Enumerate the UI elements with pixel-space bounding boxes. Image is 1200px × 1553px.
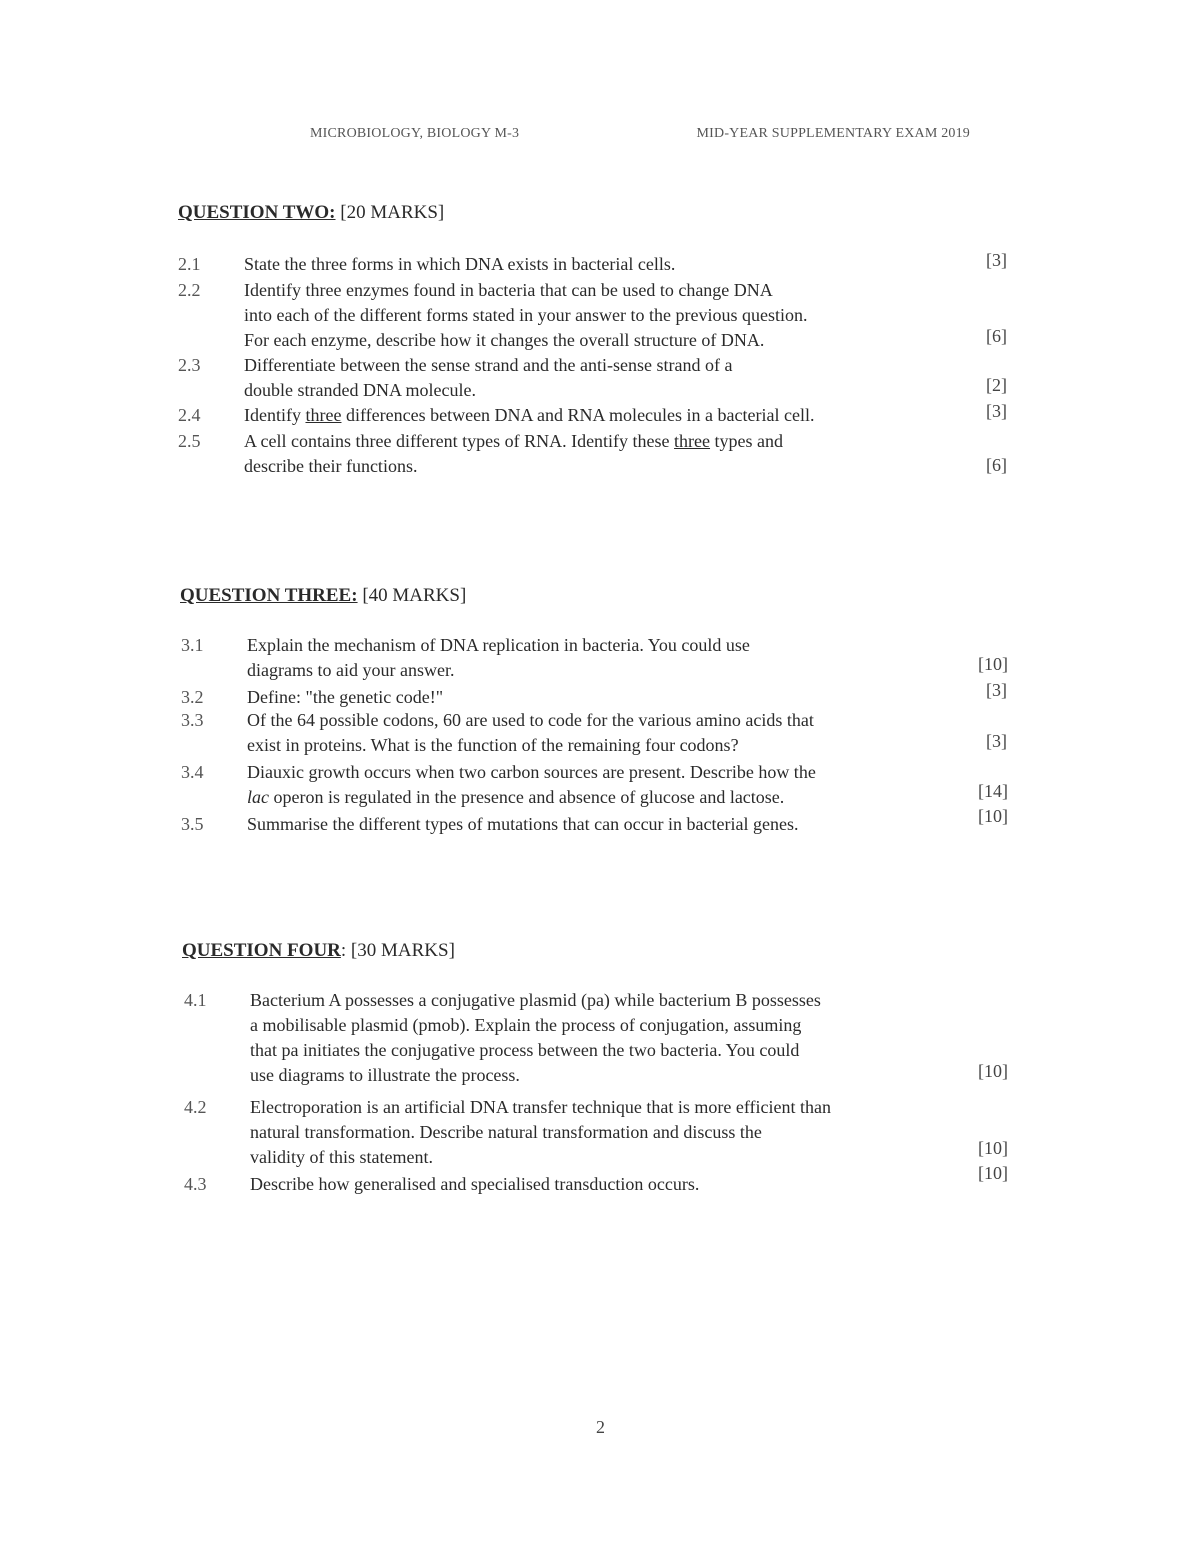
item-number: 3.5 <box>181 814 204 834</box>
item-mark-3-1: [10] <box>978 654 1008 674</box>
item-text <box>250 988 980 1088</box>
item-line: Identify three enzymes found in bacteria that can be used to change DNA <box>244 280 773 300</box>
question-three-marks: [40 MARKS] <box>362 585 467 606</box>
item-line: Diauxic growth occurs when two carbon sources are present. Describe how the <box>247 762 816 782</box>
item-line <box>247 785 977 810</box>
item-line: describe their functions. <box>244 456 418 476</box>
item-text <box>244 403 974 428</box>
text-run: differences between DNA and RNA molecules in a bacterial cell. <box>341 405 815 425</box>
underlined-word: three <box>674 431 711 451</box>
item-line: use diagrams to illustrate the process. <box>250 1065 520 1085</box>
item-line: Of the 64 possible codons, 60 are used to code for the various amino acids that <box>247 710 814 730</box>
item-line: diagrams to aid your answer. <box>247 660 455 680</box>
item-line: State the three forms in which DNA exists in bacterial cells. <box>244 254 676 274</box>
page-header <box>310 126 970 142</box>
item-number: 2.1 <box>178 254 201 274</box>
item-mark-2-1: [3] <box>986 250 1007 270</box>
item-line: Differentiate between the sense strand and the anti-sense strand of a <box>244 355 733 375</box>
item-text <box>247 685 977 710</box>
text-run: operon is regulated in the presence and absence of glucose and lactose. <box>269 787 785 807</box>
item-mark-3-2: [3] <box>986 680 1007 700</box>
item-line: Electroporation is an artificial DNA transfer technique that is more efficient than <box>250 1097 831 1117</box>
item-text <box>244 429 974 479</box>
item-number: 4.3 <box>184 1174 207 1194</box>
item-mark-2-2: [6] <box>986 326 1007 346</box>
item-mark-4-2: [10] <box>978 1138 1008 1158</box>
item-text <box>244 353 974 403</box>
item-line: natural transformation. Describe natural transformation and discuss the <box>250 1122 762 1142</box>
item-line: Summarise the different types of mutations that can occur in bacterial genes. <box>247 814 799 834</box>
item-number: 3.1 <box>181 635 204 655</box>
item-number: 2.4 <box>178 405 201 425</box>
item-line: into each of the different forms stated in your answer to the previous question. <box>244 305 808 325</box>
item-mark-3-5: [10] <box>978 806 1008 826</box>
item-line: Describe how generalised and specialised transduction occurs. <box>250 1174 700 1194</box>
item-number: 4.1 <box>184 990 207 1010</box>
item-mark-4-1: [10] <box>978 1061 1008 1081</box>
item-text <box>247 633 977 683</box>
question-two-name: QUESTION TWO: <box>178 202 336 223</box>
item-mark-3-4: [14] <box>978 781 1008 801</box>
item-mark-2-4: [3] <box>986 401 1007 421</box>
italic-word: lac <box>247 787 269 807</box>
item-text <box>247 708 977 758</box>
item-line <box>244 403 974 428</box>
item-line: Bacterium A possesses a conjugative plasmid (pa) while bacterium B possesses <box>250 990 821 1010</box>
page-number: 2 <box>596 1417 605 1437</box>
item-line: For each enzyme, describe how it changes the overall structure of DNA. <box>244 330 765 350</box>
item-line: Explain the mechanism of DNA replication in bacteria. You could use <box>247 635 750 655</box>
item-number: 3.2 <box>181 687 204 707</box>
item-line: exist in proteins. What is the function of the remaining four codons? <box>247 735 739 755</box>
item-text <box>244 278 974 353</box>
item-number: 2.5 <box>178 431 201 451</box>
item-line: that pa initiates the conjugative process between the two bacteria. You could <box>250 1040 800 1060</box>
item-number: 3.4 <box>181 762 204 782</box>
item-line: a mobilisable plasmid (pmob). Explain the process of conjugation, assuming <box>250 1015 802 1035</box>
item-mark-2-3: [2] <box>986 375 1007 395</box>
item-number: 2.3 <box>178 355 201 375</box>
text-run: Identify <box>244 405 306 425</box>
item-text <box>250 1095 980 1170</box>
item-line: validity of this statement. <box>250 1147 433 1167</box>
item-number: 2.2 <box>178 280 201 300</box>
item-text <box>244 252 974 277</box>
item-line: double stranded DNA molecule. <box>244 380 476 400</box>
item-mark-3-3: [3] <box>986 731 1007 751</box>
question-four-name: QUESTION FOUR <box>182 940 341 961</box>
underlined-word: three <box>305 405 342 425</box>
item-line: Define: "the genetic code!" <box>247 687 444 707</box>
text-run: types and <box>710 431 784 451</box>
header-exam: MID-YEAR SUPPLEMENTARY EXAM 2019 <box>696 126 970 141</box>
question-four-marks: : [30 MARKS] <box>340 940 455 961</box>
question-four-title <box>182 940 455 962</box>
question-two-title <box>178 202 444 224</box>
item-mark-2-5: [6] <box>986 455 1007 475</box>
question-three-title <box>180 585 466 607</box>
item-text <box>250 1172 980 1197</box>
item-text <box>247 760 977 810</box>
question-two-marks: [20 MARKS] <box>340 202 445 223</box>
item-text <box>247 812 977 837</box>
item-number: 4.2 <box>184 1097 207 1117</box>
question-three-name: QUESTION THREE: <box>180 585 358 606</box>
header-course: MICROBIOLOGY, BIOLOGY M-3 <box>310 126 520 141</box>
item-mark-4-3: [10] <box>978 1163 1008 1183</box>
item-number: 3.3 <box>181 710 204 730</box>
item-line <box>244 429 974 454</box>
text-run: A cell contains three different types of RNA. Identify these <box>244 431 675 451</box>
